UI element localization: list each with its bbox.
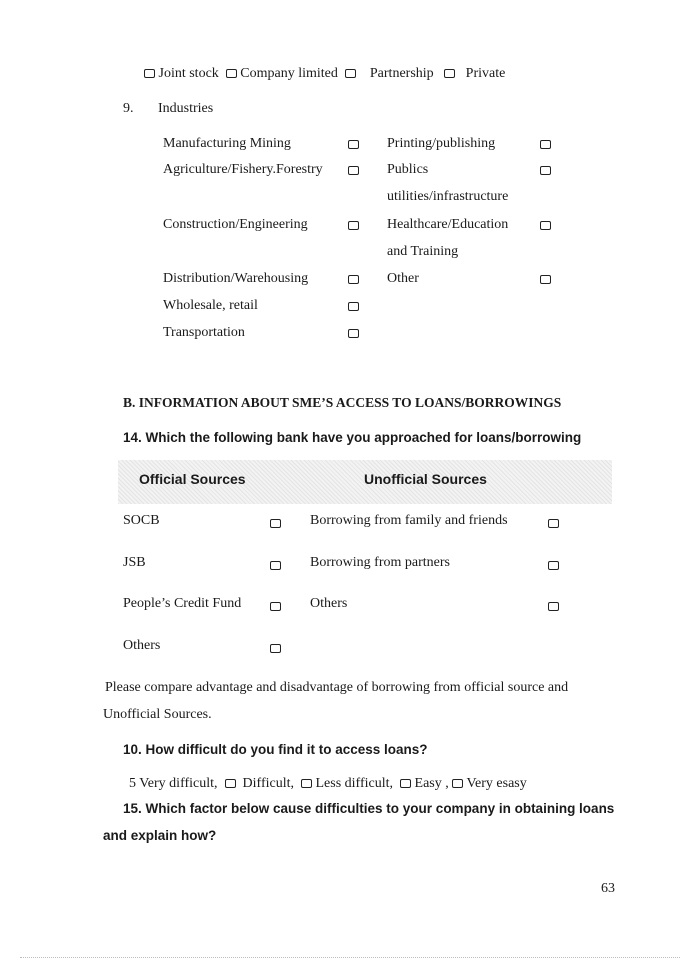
industries-number: 9. xyxy=(123,101,134,116)
industry-item: Agriculture/Fishery.Forestry xyxy=(163,162,323,177)
ownership-option: Partnership xyxy=(369,66,434,81)
unofficial-source: Borrowing from partners xyxy=(310,555,450,570)
ownership-option: Company limited xyxy=(240,66,338,81)
industry-item: Publics xyxy=(387,162,429,177)
checkbox[interactable] xyxy=(540,140,551,149)
industry-item-cont: utilities/infrastructure xyxy=(387,189,509,204)
difficulty-option: Less difficult, xyxy=(315,776,394,791)
checkbox[interactable] xyxy=(226,69,237,78)
ownership-option: Private xyxy=(465,66,506,81)
industries-title: Industries xyxy=(158,101,214,116)
official-source: JSB xyxy=(123,555,146,570)
checkbox[interactable] xyxy=(270,561,281,570)
official-sources-header: Official Sources xyxy=(139,471,246,487)
checkbox[interactable] xyxy=(348,302,359,311)
industry-item: Manufacturing Mining xyxy=(163,136,291,151)
checkbox[interactable] xyxy=(270,519,281,528)
unofficial-source: Borrowing from family and friends xyxy=(310,513,508,528)
question-15-line1: 15. Which factor below cause difficulties to your company in obtaining loans xyxy=(123,801,615,816)
industry-item-cont: and Training xyxy=(387,244,459,259)
checkbox[interactable] xyxy=(270,644,281,653)
industry-item: Construction/Engineering xyxy=(163,217,308,232)
checkbox[interactable] xyxy=(348,275,359,284)
checkbox[interactable] xyxy=(348,221,359,230)
question-15-line2: and explain how? xyxy=(103,828,217,843)
checkbox[interactable] xyxy=(301,779,312,788)
industry-item: Wholesale, retail xyxy=(163,298,258,313)
industry-item: Distribution/Warehousing xyxy=(163,271,309,286)
industry-item: Healthcare/Education xyxy=(387,217,509,232)
unofficial-source: Others xyxy=(310,596,348,611)
checkbox[interactable] xyxy=(400,779,411,788)
page-edge-divider xyxy=(20,957,680,958)
page-number: 63 xyxy=(601,881,615,896)
difficulty-row xyxy=(129,776,527,792)
checkbox[interactable] xyxy=(444,69,455,78)
compare-text-line1: Please compare advantage and disadvantage of borrowing from official source and xyxy=(105,680,569,695)
checkbox[interactable] xyxy=(548,602,559,611)
section-title: B. INFORMATION ABOUT SME’S ACCESS TO LOANS/BORROWINGS xyxy=(123,395,562,410)
checkbox[interactable] xyxy=(144,69,155,78)
industry-item: Other xyxy=(387,271,419,286)
checkbox[interactable] xyxy=(548,519,559,528)
checkbox[interactable] xyxy=(540,166,551,175)
checkbox[interactable] xyxy=(540,275,551,284)
checkbox[interactable] xyxy=(548,561,559,570)
industry-item: Transportation xyxy=(163,325,245,340)
checkbox[interactable] xyxy=(348,329,359,338)
question-14: 14. Which the following bank have you approached for loans/borrowing xyxy=(123,430,582,445)
unofficial-sources-header: Unofficial Sources xyxy=(364,471,487,487)
difficulty-option: 5 Very difficult, xyxy=(129,776,218,791)
checkbox[interactable] xyxy=(270,602,281,611)
checkbox[interactable] xyxy=(348,140,359,149)
checkbox[interactable] xyxy=(348,166,359,175)
ownership-option: Joint stock xyxy=(158,66,219,81)
ownership-row xyxy=(144,66,505,82)
official-source: Others xyxy=(123,638,161,653)
compare-text-line2: Unofficial Sources. xyxy=(103,707,212,722)
industry-item: Printing/publishing xyxy=(387,136,496,151)
question-10: 10. How difficult do you find it to access loans? xyxy=(123,742,428,757)
difficulty-option: Very esasy xyxy=(466,776,527,791)
difficulty-option: Easy , xyxy=(414,776,449,791)
checkbox[interactable] xyxy=(225,779,236,788)
difficulty-option: Difficult, xyxy=(242,776,294,791)
checkbox[interactable] xyxy=(345,69,356,78)
official-source: SOCB xyxy=(123,513,160,528)
official-source: People’s Credit Fund xyxy=(123,596,242,611)
checkbox[interactable] xyxy=(540,221,551,230)
checkbox[interactable] xyxy=(452,779,463,788)
